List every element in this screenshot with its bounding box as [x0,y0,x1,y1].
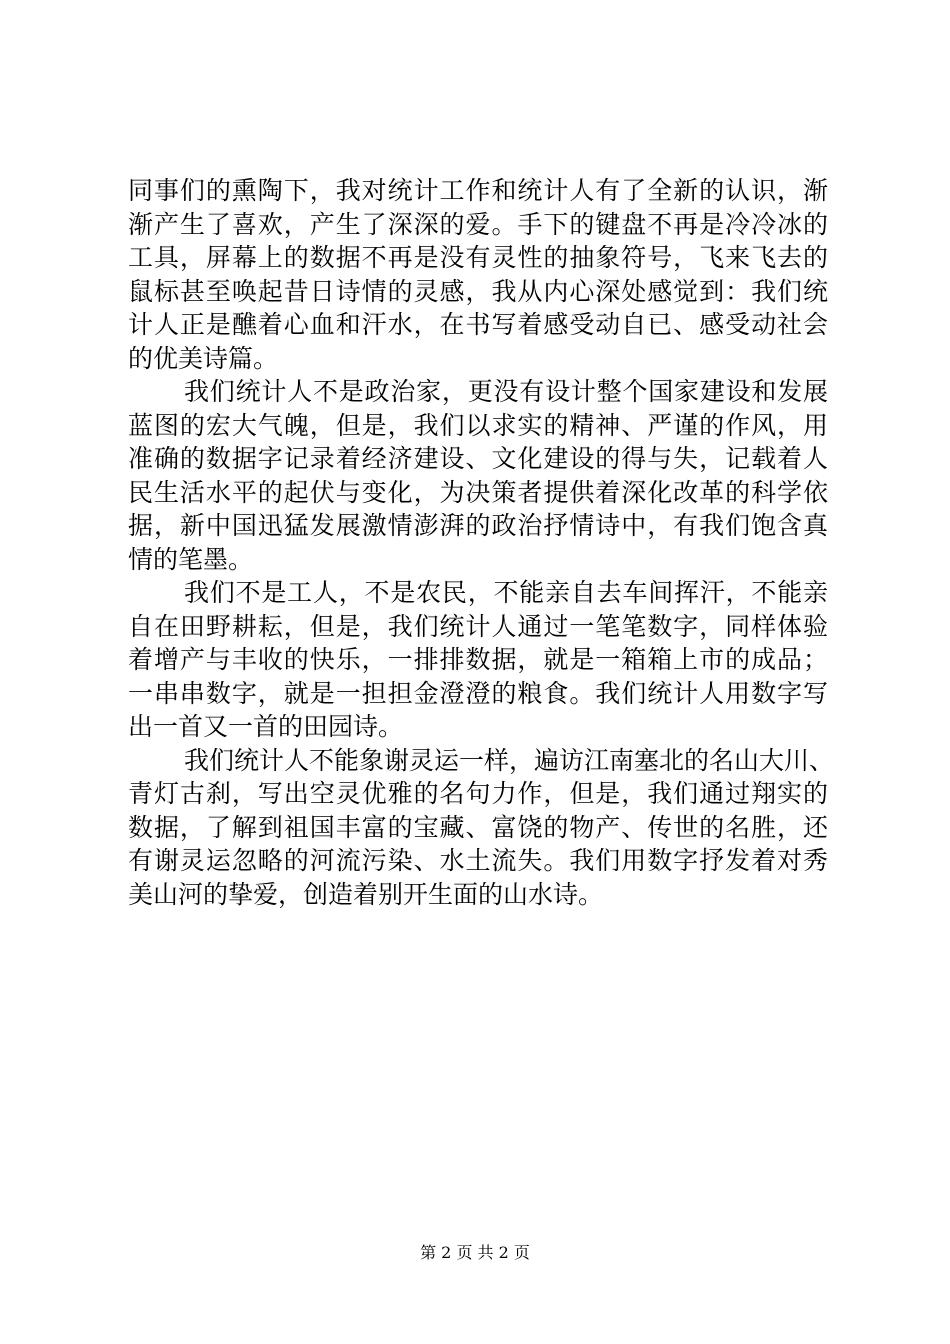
text-line: 我们不是工人，不是农民，不能亲自去车间挥汗，不能亲 [184,578,828,607]
text-line: 渐产生了喜欢，产生了深深的爱。手下的键盘不再是冷冷冰的 [128,209,828,239]
document-body [128,174,835,911]
text-line: 数据，了解到祖国丰富的宝藏、富饶的物产、传世的名胜，还 [128,812,828,842]
paragraph-4 [128,744,835,912]
text-line: 出一首又一首的田园诗。 [128,712,404,741]
text-line: 我们统计人不能象谢灵运一样，遍访江南塞北的名山大川、 [184,745,835,775]
text-line: 蓝图的宏大气魄，但是，我们以求实的精神、严谨的作风，用 [128,410,828,440]
text-line: 我们统计人不是政治家，更没有设计整个国家建设和发展 [184,377,828,406]
text-line: 计人正是醮着心血和汗水，在书写着感受动自已、感受动社会 [128,310,828,339]
page-number-footer: 第 2 页 共 2 页 [420,1243,530,1262]
text-line: 一串串数字，就是一担担金澄澄的粮食。我们统计人用数字写 [128,678,828,708]
text-line: 自在田野耕耘，但是，我们统计人通过一笔笔数字，同样体验 [128,611,828,641]
text-line: 青灯古刹，写出空灵优雅的名句力作，但是，我们通过翔实的 [128,779,828,808]
text-line: 有谢灵运忽略的河流污染、水土流失。我们用数字抒发着对秀 [128,846,828,875]
text-line: 准确的数据字记录着经济建设、文化建设的得与失，记载着人 [128,444,828,473]
text-line: 鼠标甚至唤起昔日诗情的灵感，我从内心深处感觉到：我们统 [128,276,828,306]
text-line: 工具，屏幕上的数据不再是没有灵性的抽象符号，飞来飞去的 [128,243,828,272]
text-line: 美山河的挚爱，创造着别开生面的山水诗。 [128,879,604,909]
text-line: 的优美诗篇。 [128,343,279,373]
text-line: 着增产与丰收的快乐，一排排数据，就是一箱箱上市的成品； [128,645,828,674]
paragraph-1 [128,174,828,375]
text-line: 同事们的熏陶下，我对统计工作和统计人有了全新的认识，渐 [128,176,828,205]
text-line: 情的笔墨。 [128,544,254,574]
text-line: 据，新中国迅猛发展激情澎湃的政治抒情诗中，有我们饱含真 [128,511,828,540]
paragraph-3 [128,576,828,744]
paragraph-2 [128,375,828,576]
text-line: 民生活水平的起伏与变化，为决策者提供着深化改革的科学依 [128,477,828,507]
